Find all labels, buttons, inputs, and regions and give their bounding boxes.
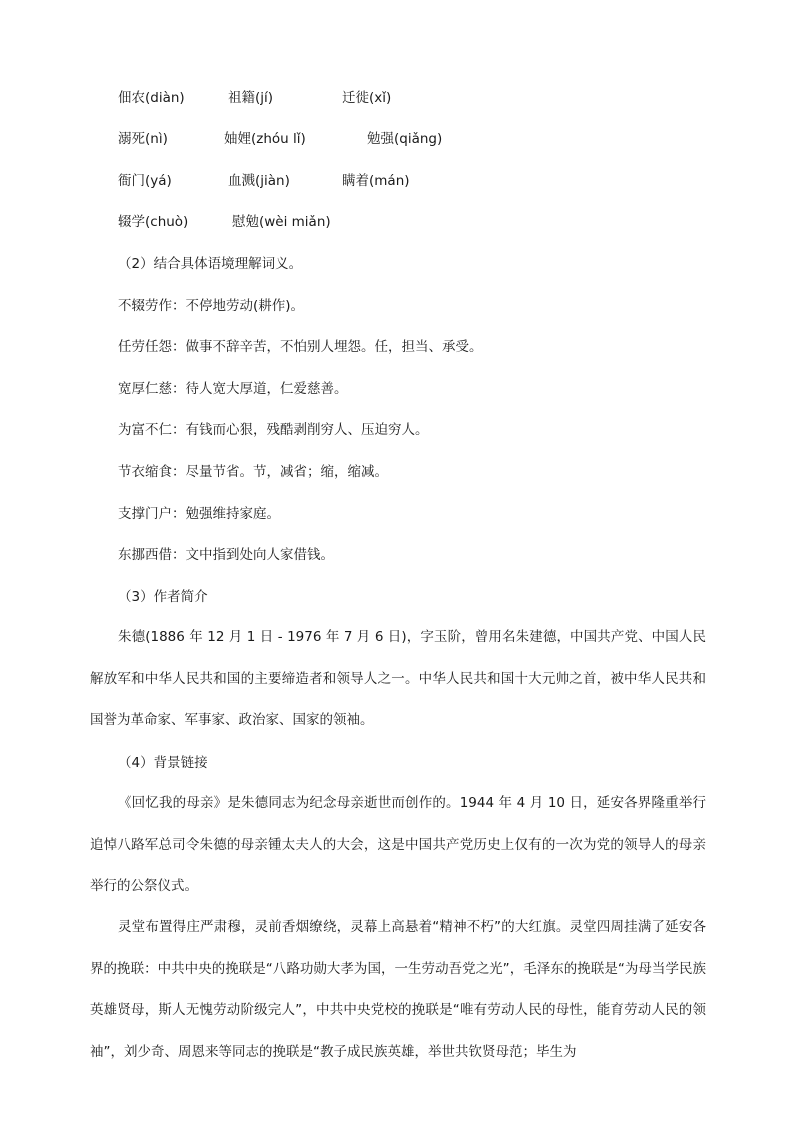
definition-item: 东挪西借：文中指到处向人家借钱。 xyxy=(118,547,334,563)
pronunciation-item: 辍学(chuò) xyxy=(118,214,189,230)
pronunciation-item: 慰勉(wèi miǎn) xyxy=(232,214,331,230)
pronunciation-item: 溺死(nì) xyxy=(118,131,168,147)
definition-item: 不辍劳作：不停地劳动(耕作)。 xyxy=(118,298,305,314)
definition-item: 任劳任怨：做事不辞辛苦，不怕别人埋怨。任，担当、承受。 xyxy=(118,339,483,355)
background-paragraph: 《回忆我的母亲》是朱德同志为纪念母亲逝世而创作的。1944 年 4 月 10 日，延安各界隆重举行追悼八路军总司令朱德的母亲锺太夫人的大会，这是中国共产党历史上仅有的一次为党的领导人的母亲举行的公祭仪式。 xyxy=(90,795,706,895)
background-paragraph: 灵堂布置得庄严肃穆，灵前香烟缭绕，灵幕上高悬着“精神不朽”的大红旗。灵堂四周挂满了延安各界的挽联：中共中央的挽联是“八路功勋大孝为国，一生劳动吾党之光”，毛泽东的挽联是“为母当学民族英雄贤母，斯人无愧劳动阶级完人”，中共中央党校的挽联是“唯有劳动人民的母性，能育劳动人民的领袖”，刘少奇、周恩来等同志的挽联是“教子成民族英雄，举世共钦贤母范；毕生为 xyxy=(90,919,706,1060)
pronunciation-item: 勉强(qiǎng) xyxy=(367,131,443,147)
pronunciation-item: 血溅(jiàn) xyxy=(228,173,290,189)
section-heading: （4）背景链接 xyxy=(118,755,208,771)
pronunciation-item: 佃农(diàn) xyxy=(118,90,185,106)
pronunciation-item: 迁徙(xǐ) xyxy=(342,90,392,106)
section-heading: （2）结合具体语境理解词义。 xyxy=(118,256,303,272)
pronunciation-item: 妯娌(zhóu lǐ) xyxy=(224,131,306,147)
pronunciation-item: 瞒着(mán) xyxy=(342,173,410,189)
section-heading: （3）作者简介 xyxy=(118,589,208,605)
definition-item: 为富不仁：有钱而心狠，残酷剥削穷人、压迫穷人。 xyxy=(118,422,429,438)
pronunciation-item: 祖籍(jí) xyxy=(228,90,274,106)
definition-item: 宽厚仁慈：待人宽大厚道，仁爱慈善。 xyxy=(118,381,348,397)
definition-item: 支撑门户：勉强维持家庭。 xyxy=(118,506,280,522)
pronunciation-item: 衙门(yá) xyxy=(118,173,172,189)
author-paragraph: 朱德(1886 年 12 月 1 日 - 1976 年 7 月 6 日)，字玉阶，曾用名朱建德，中国共产党、中国人民解放军和中华人民共和国的主要缔造者和领导人之一。中华人民共和国十大元帅之首，被中华人民共和国誉为革命家、军事家、政治家、国家的领袖。 xyxy=(90,629,706,729)
definition-item: 节衣缩食：尽量节省。节，减省；缩，缩减。 xyxy=(118,464,388,480)
